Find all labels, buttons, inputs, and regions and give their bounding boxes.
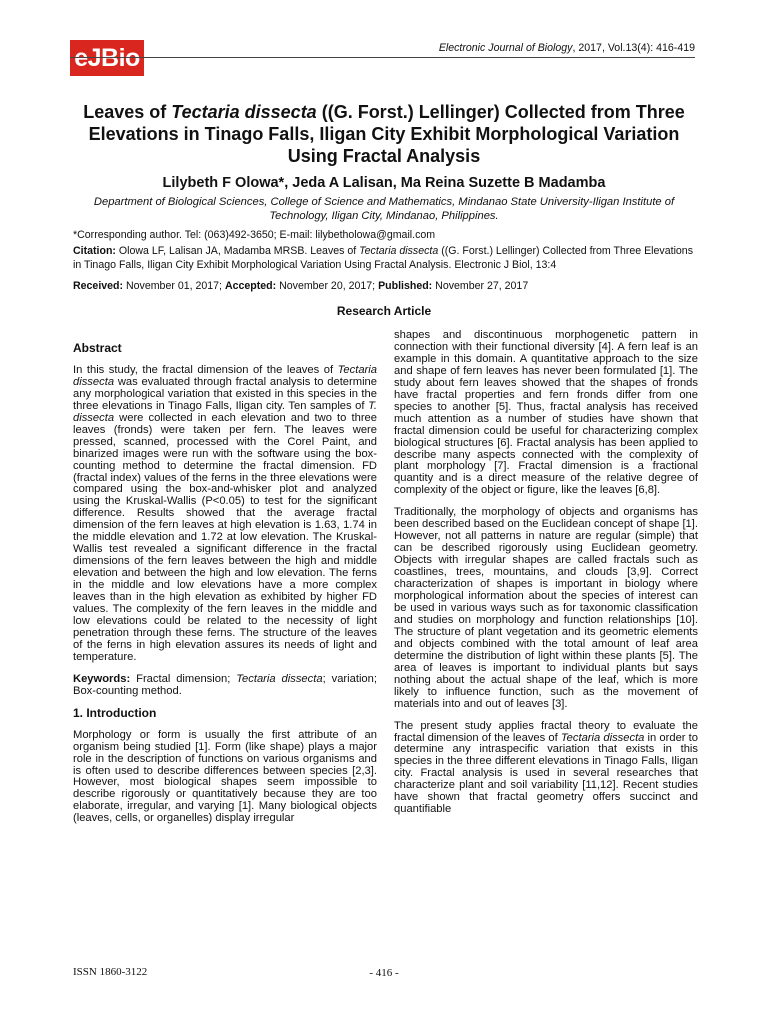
journal-details: , 2017, Vol.13(4): 416-419 <box>572 42 695 54</box>
affiliation: Department of Biological Sciences, College of Science and Mathematics, Mindanao State University-Iligan Institute of Technology, Iligan City, Mindanao, Philippines. <box>93 196 675 222</box>
author-list: Lilybeth F Olowa*, Jeda A Lalisan, Ma Reina Suzette B Madamba <box>162 175 606 191</box>
title-species: Tectaria dissecta <box>171 102 317 122</box>
journal-logo: eJBio <box>70 40 144 76</box>
abstract-heading: Abstract <box>73 341 122 355</box>
article-type: Research Article <box>336 304 432 318</box>
citation: Citation: Olowa LF, Lalisan JA, Madamba MRSB. Leaves of Tectaria dissecta ((G. Forst.) Lellinger) Collected from Three Elevations in Tinago Falls, Iligan City Exhibit Morphological Variation Using Fractal Analysis. Electronic J Biol, 13:4 <box>73 245 693 271</box>
citation-species: Tectaria dissecta <box>359 245 439 257</box>
page-number: - 416 - <box>369 967 399 979</box>
left-column <box>73 343 377 835</box>
journal-name: Electronic Journal of Biology <box>438 42 573 54</box>
citation-label: Citation: <box>73 245 116 257</box>
introduction-heading: 1. Introduction <box>73 705 157 720</box>
intro-paragraph-3: Traditionally, the morphology of objects and organisms has been described based on the Euclidean concept of shape [1]. However, not all patterns in nature are regular (simple) that can be described rigorously using Euclidean geometry. Objects with irregular shapes are called fractals such as coastlines, trees, mountains, and clouds [3,9]. Correct characterization of shapes is important in biology where morphological information about the species of interest can be used in various ways such as for taxonomic classification and studies on morphology and function relationships [10]. The structure of plant vegetation and its geometric elements and objects combined with the total amount of leaf area determine the distribution of light within these plants [5]. The area of leaves is important to individual plants but says nothing about the actual shape of the leaf, which is more likely to influence function, such as the movement of materials into and out of leaves [3]. <box>394 506 698 710</box>
corresponding-author: *Corresponding author. Tel: (063)492-3650; E-mail: lilybetholowa@gmail.com <box>73 229 436 241</box>
intro-paragraph-2: shapes and discontinuous morphogenetic pattern in connection with their functional diversity [4]. A fern leaf is an example in this domain. A quantitative approach to the size and shape of fern leaves has never been formulated [1]. The study about fern leaves showed that the shapes of fronds have fractal properties and fern fronds differ from one species to another [5]. Thus, fractal analysis has received much attention as a number of studies have shown that fractal dimension could be useful for characterizing complex biological structures [6]. Fractal analysis has been applied to describe many aspects connected with the complexity of plant morphology [7]. Fractal dimension is a fractional quantity and is a direct measure of the relative degree of complexity of the object or figure, like the leaves [6,8]. <box>394 329 698 497</box>
article-dates: Received: November 01, 2017; Accepted: November 20, 2017; Published: November 27, 2017 <box>73 280 529 292</box>
right-column <box>394 330 698 826</box>
header-rule <box>70 57 695 58</box>
footer-issn: ISSN 1860-3122 <box>73 966 148 978</box>
journal-reference <box>439 42 695 54</box>
abstract-text: In this study, the fractal dimension of the leaves of Tectaria dissecta was evaluated through fractal analysis to determine any morphological variation that existed in this species in the three elevations in Tinago Falls, Iligan city. Ten samples of T. dissecta were collected in each elevation and two to three leaves (fronds) were taken per fern. The leaves were pressed, scanned, processed with the Corel Paint, and binarized images were run with the software using the box-counting method to determine the fractal dimension. FD (fractal index) values of the ferns in the three elevations were compared using the box-and-whisker plot and analyzed using the Kruskal-Wallis (P<0.05) to test for the significant difference. Results showed that the average fractal dimension of the fern leaves at high elevation is 1.63, 1.74 in the middle elevation and 1.72 at low elevation. The Kruskal-Wallis test revealed a significant difference in the fractal dimensions of the fern leaves between the high and middle elevation and between the high and low elevation. The ferns in the middle and low elevations have a more complex leaves than in the high elevation as exhibited by higher FD values. The complexity of the fern leaves in the middle and low elevations could be related to the necessity of light penetration through these ferns. The structure of the leaves of the ferns in high elevation assures its needs of light and temperature. <box>73 363 377 663</box>
keywords: Keywords: Fractal dimension; Tectaria dissecta; variation; Box-counting method. <box>73 672 377 697</box>
intro-paragraph-1: Morphology or form is usually the first attribute of an organism being studied [1]. Form (like shape) plays a major role in the description of functions on various organisms and is often used to describe differences between species [2,3]. However, most biological shapes seem impossible to describe rigorously or quantitatively because they are too elaborate, irregular, and varying [1]. Many biological objects (leaves, cells, or organelles) display irregular <box>73 728 377 825</box>
intro-paragraph-4: The present study applies fractal theory to evaluate the fractal dimension of the leaves of Tectaria dissecta in order to determine any intraspecific variation that exists in this species in the three different elevations in Tinago Falls, Iligan city. Fractal analysis is used in several researches that characterize plant and soil variability [11,12]. Recent studies have shown that fractal geometry offers succinct and quantifiable <box>394 719 698 816</box>
article-title: Leaves of Tectaria dissecta ((G. Forst.) Lellinger) Collected from Three Elevations in Tinago Falls, Iligan City Exhibit Morphological Variation Using Fractal Analysis <box>83 102 685 166</box>
